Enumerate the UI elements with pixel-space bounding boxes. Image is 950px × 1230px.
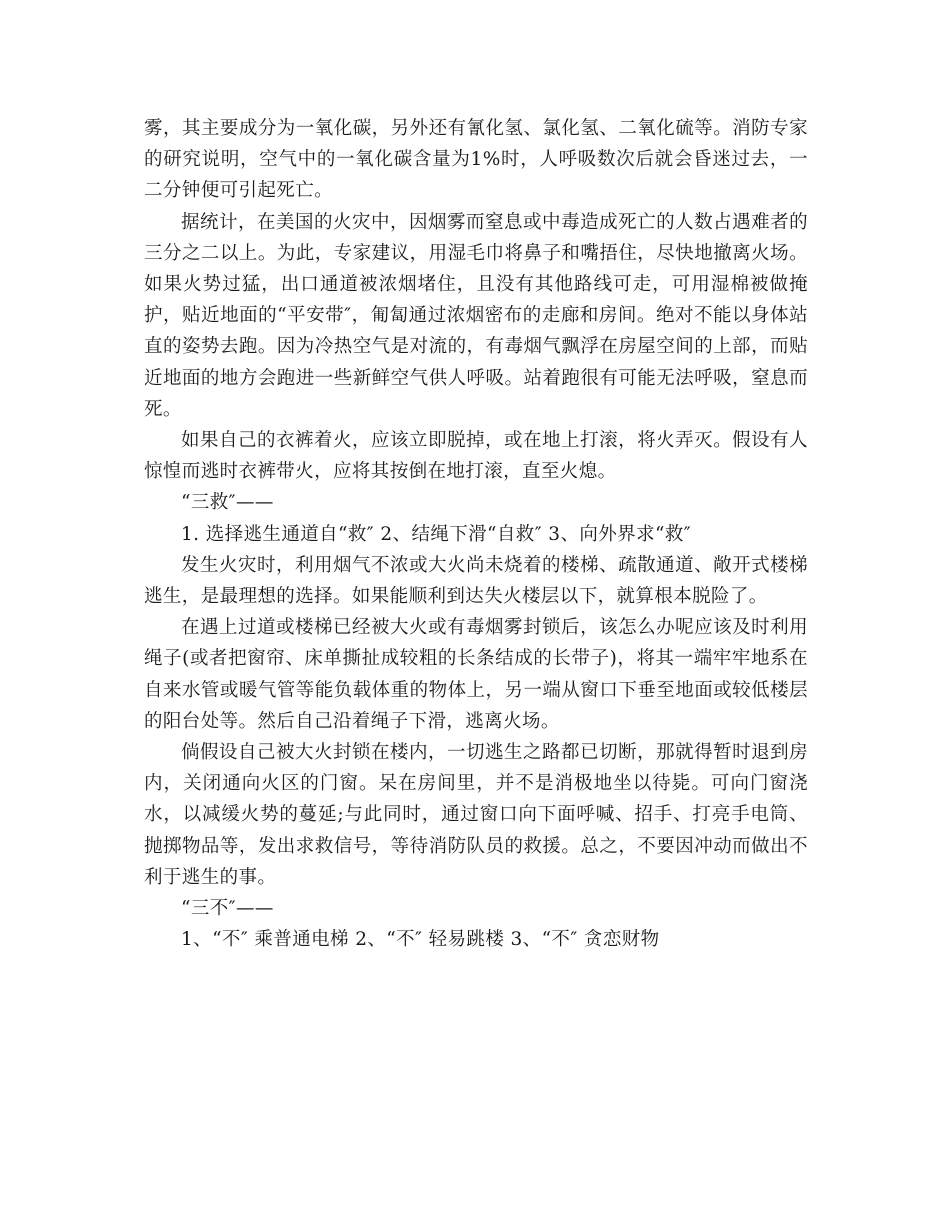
paragraph-smoke-composition: 雾，其主要成分为一氧化碳，另外还有氰化氢、氯化氢、二氧化硫等。消防专家的研究说明，空气中的一氧化碳含量为1%时，人呼吸数次后就会昏迷过去，一二分钟便可引起死亡。 [144, 118, 808, 202]
paragraph-trapped-indoors: 倘假设自己被大火封锁在楼内，一切逃生之路都已切断，那就得暂时退到房内，关闭通向火区的门窗。呆在房间里，并不是消极地坐以待毙。可向门窗浇水，以减缓火势的蔓延;与此同时，通过窗口向下面呼喊、招手、打亮手电筒、抛掷物品等，发出求救信号，等待消防队员的救援。总之，不要因冲动而做出不利于逃生的事。 [144, 742, 808, 888]
paragraph-clothes-fire: 如果自己的衣裤着火，应该立即脱掉，或在地上打滚，将火弄灭。假设有人惊惶而逃时衣裤带火，应将其按倒在地打滚，直至火熄。 [144, 430, 808, 483]
heading-three-rescues: “三救″—— [181, 492, 274, 514]
paragraph-escape-route: 发生火灾时，利用烟气不浓或大火尚未烧着的楼梯、疏散通道、敞开式楼梯逃生，是最理想的选择。如果能顺利到达失火楼层以下，就算根本脱险了。 [144, 554, 808, 608]
list-three-rescues: 1. 选择逃生通道自“救″ 2、结绳下滑“自救″ 3、向外界求“救″ [181, 523, 692, 545]
paragraph-statistics: 据统计，在美国的火灾中，因烟雾而窒息或中毒造成死亡的人数占遇难者的三分之二以上。为此，专家建议，用湿毛巾将鼻子和嘴捂住，尽快地撤离火场。如果火势过猛，出口通道被浓烟堵住，且没有其他路线可走，可用湿棉被做掩护，贴近地面的“平安带″，匍匐通过浓烟密布的走廊和房间。绝对不能以身体站直的姿势去跑。因为冷热空气是对流的，有毒烟气飘浮在房屋空间的上部，而贴近地面的地方会跑进一些新鲜空气供人呼吸。站着跑很有可能无法呼吸，窒息而死。 [144, 211, 808, 420]
list-three-donts: 1、“不″ 乘普通电梯 2、“不″ 轻易跳楼 3、“不″ 贪恋财物 [181, 929, 660, 951]
paragraph-rope-escape: 在遇上过道或楼梯已经被大火或有毒烟雾封锁后，该怎么办呢应该及时利用绳子(或者把窗帘、床单撕扯成较粗的长条结成的长带子)，将其一端牢牢地系在自来水管或暖气管等能负载体重的物体上，另一端从窗口下垂至地面或较低楼层的阳台处等。然后自己沿着绳子下滑，逃离火场。 [144, 617, 808, 732]
document-body [144, 113, 808, 955]
heading-three-donts: “三不″—— [181, 898, 274, 920]
